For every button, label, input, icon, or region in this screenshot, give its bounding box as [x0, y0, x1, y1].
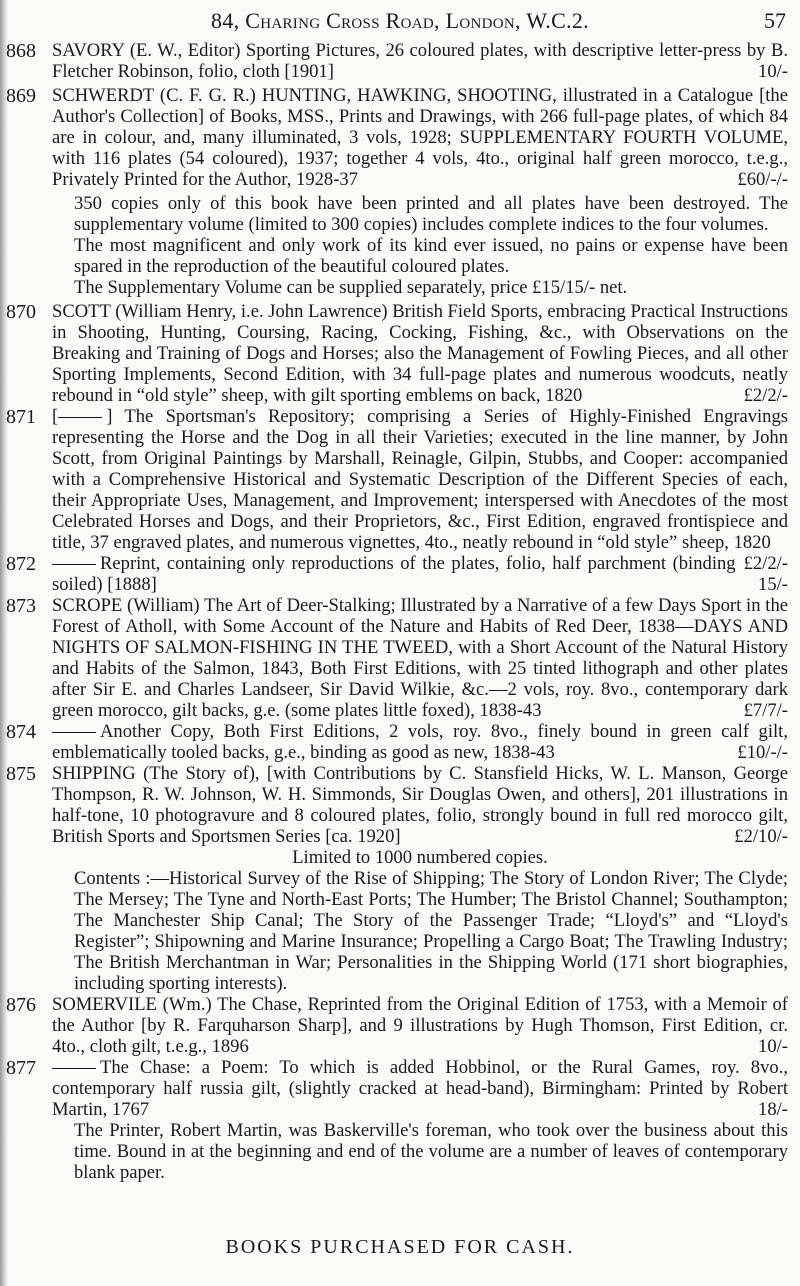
lot-description: Reprint, containing only reproductions of the plates, folio, half parchment (binding soiled) [1888] [52, 553, 736, 595]
lot-877 [0, 1057, 800, 1183]
page-number: 57 [764, 8, 786, 33]
lot-price: 10/- [758, 61, 788, 82]
lot-price: 15/- [758, 574, 788, 595]
lot-number: 873 [6, 595, 36, 617]
lot-price: £60/-/- [737, 169, 788, 190]
page-header [0, 8, 800, 36]
lot-875 [0, 763, 800, 994]
lot-price: £2/2/- [743, 553, 788, 574]
lot-873 [0, 595, 800, 721]
lot-price: 10/- [758, 1036, 788, 1057]
lot-note: The Supplementary Volume can be supplied separately, price £15/15/- net. [74, 277, 628, 298]
lot-number: 869 [6, 85, 36, 107]
lot-874 [0, 721, 800, 763]
lot-description: SCHWERDT (C. F. G. R.) HUNTING, HAWKING, SHOOTING, illustrated in a Catalogue [the Author's Collection] of Books, MSS., Prints and Drawings, with 266 full-page plates, of which 84 are in colour, and, many illuminated, 3 vols, 1928; SUPPLEMENTARY FOURTH VOLUME, with 116 plates (54 coloured), 1937; together 4 vols, 4to., original half green morocco, t.e.g., Privately Printed for the Author, 1928-37 [52, 85, 788, 190]
lot-contents: Contents :—Historical Survey of the Rise of Shipping; The Story of London River; The Clyde; The Mersey; The Tyne and North-East Ports; The Humber; The Bristol Channel; Southampton; The Manchester Ship Canal; The Story of the Passenger Trade; “Lloyd's” and “Lloyd's Register”; Shipowning and Marine Insurance; Propelling a Cargo Boat; The Trawling Industry; The British Merchantman in War; Personalities in the Shipping World (171 short biographies, including sporting interests). [74, 868, 788, 994]
catalogue-entries [0, 40, 800, 1183]
lot-number: 872 [6, 553, 36, 575]
ditto-dash [58, 417, 102, 418]
lot-note: 350 copies only of this book have been printed and all plates have been destroyed. The supplementary volume (limited to 300 copies) includes complete indices to the four volumes. [74, 193, 788, 235]
lot-price: £2/2/- [743, 385, 788, 406]
lot-number: 877 [6, 1057, 36, 1079]
lot-number: 871 [6, 406, 36, 428]
lot-description: The Chase: a Poem: To which is added Hobbinol, or the Rural Games, roy. 8vo., contemporary half russia gilt, (slightly cracked at head-band), Birmingham: Printed by Robert Martin, 1767 [52, 1057, 788, 1120]
lot-note: The most magnificent and only work of its kind ever issued, no pains or expense have been spared in the reproduction of the beautiful coloured plates. [74, 235, 788, 277]
ditto-dash [52, 564, 96, 565]
lot-price: 18/- [758, 1099, 788, 1120]
lot-description: Another Copy, Both First Editions, 2 vols, roy. 8vo., finely bound in green calf gilt, emblematically tooled backs, g.e., binding as good as new, 1838-43 [52, 721, 788, 763]
ditto-dash [52, 1068, 96, 1069]
lot-limitation: Limited to 1000 numbered copies. [292, 847, 548, 868]
lot-870 [0, 301, 800, 406]
lot-876 [0, 994, 800, 1057]
lot-description: SCROPE (William) The Art of Deer-Stalking; Illustrated by a Narrative of a few Days Sport in the Forest of Atholl, with Some Account of the Nature and Habits of Red Deer, 1838—DAYS AND NIGHTS OF SALMON-FISHING IN THE TWEED, with a Short Account of the Natural History and Habits of the Salmon, 1843, Both First Editions, with 25 tinted lithograph and other plates after Sir E. and Charles Landseer, Sir David Wilkie, &c.—2 vols, roy. 8vo., contemporary dark green morocco, gilt backs, g.e. (some plates little foxed), 1838-43 [52, 595, 788, 721]
lot-price: £7/7/- [743, 700, 788, 721]
page-title: 84, Charing Cross Road, London, W.C.2. [211, 8, 589, 33]
lot-prefix: [ [52, 406, 59, 427]
lot-number: 876 [6, 994, 36, 1016]
lot-note: The Printer, Robert Martin, was Baskerville's foreman, who took over the business about this time. Bound in at the beginning and end of the volume are a number of leaves of contemporary blank paper. [74, 1120, 788, 1183]
lot-number: 868 [6, 40, 36, 62]
lot-description: SCOTT (William Henry, i.e. John Lawrence) British Field Sports, embracing Practical Instructions in Shooting, Hunting, Coursing, Racing, Cocking, Fishing, &c., with Observations on the Breaking and Training of Dogs and Horses; also the Management of Fowling Pieces, and all other Sporting Implements, Second Edition, with 34 full-page plates and numerous woodcuts, neatly rebound in “old style” sheep, with gilt sporting emblems on back, 1820 [52, 301, 788, 406]
ditto-dash [52, 732, 96, 733]
lot-number: 874 [6, 721, 36, 743]
lot-number: 875 [6, 763, 36, 785]
lot-872 [0, 553, 800, 595]
lot-description: SOMERVILE (Wm.) The Chase, Reprinted from the Original Edition of 1753, with a Memoir of the Author [by R. Farquharson Sharp], and 9 illustrations by Hugh Thomson, First Edition, cr. 4to., cloth gilt, t.e.g., 1896 [52, 994, 788, 1057]
page-footer: BOOKS PURCHASED FOR CASH. [225, 1236, 575, 1258]
lot-number: 870 [6, 301, 36, 323]
lot-description: SAVORY (E. W., Editor) Sporting Pictures, 26 coloured plates, with descriptive letter-press by B. Fletcher Robinson, folio, cloth [1901] [52, 40, 788, 82]
lot-price: £10/-/- [737, 742, 788, 763]
lot-description: ] The Sportsman's Repository; comprising a Series of Highly-Finished Engravings representing the Horse and the Dog in all their Varieties; executed in the line manner, by John Scott, from Original Paintings by Marshall, Reinagle, Gilpin, Stubbs, and Cooper: accompanied with a Comprehensive Historical and Systematic Description of the Different Species of each, their Appropriate Uses, Management, and Improvement; interspersed with Anecdotes of the most Celebrated Horses and Dogs, and their Proprietors, &c., First Edition, engraved frontispiece and title, 37 engraved plates, and numerous vignettes, 4to., neatly rebound in “old style” sheep, 1820 [52, 406, 788, 553]
lot-description: SHIPPING (The Story of), [with Contributions by C. Stansfield Hicks, W. L. Manson, George Thompson, R. W. Johnson, W. H. Simmonds, Sir Douglas Owen, and others], 201 illustrations in half-tone, 10 photogravure and 8 coloured plates, folio, strongly bound in full red morocco gilt, British Sports and Sportsmen Series [ca. 1920] [52, 763, 788, 847]
lot-868 [0, 40, 800, 82]
lot-price: £2/10/- [734, 826, 788, 847]
lot-869 [0, 85, 800, 298]
